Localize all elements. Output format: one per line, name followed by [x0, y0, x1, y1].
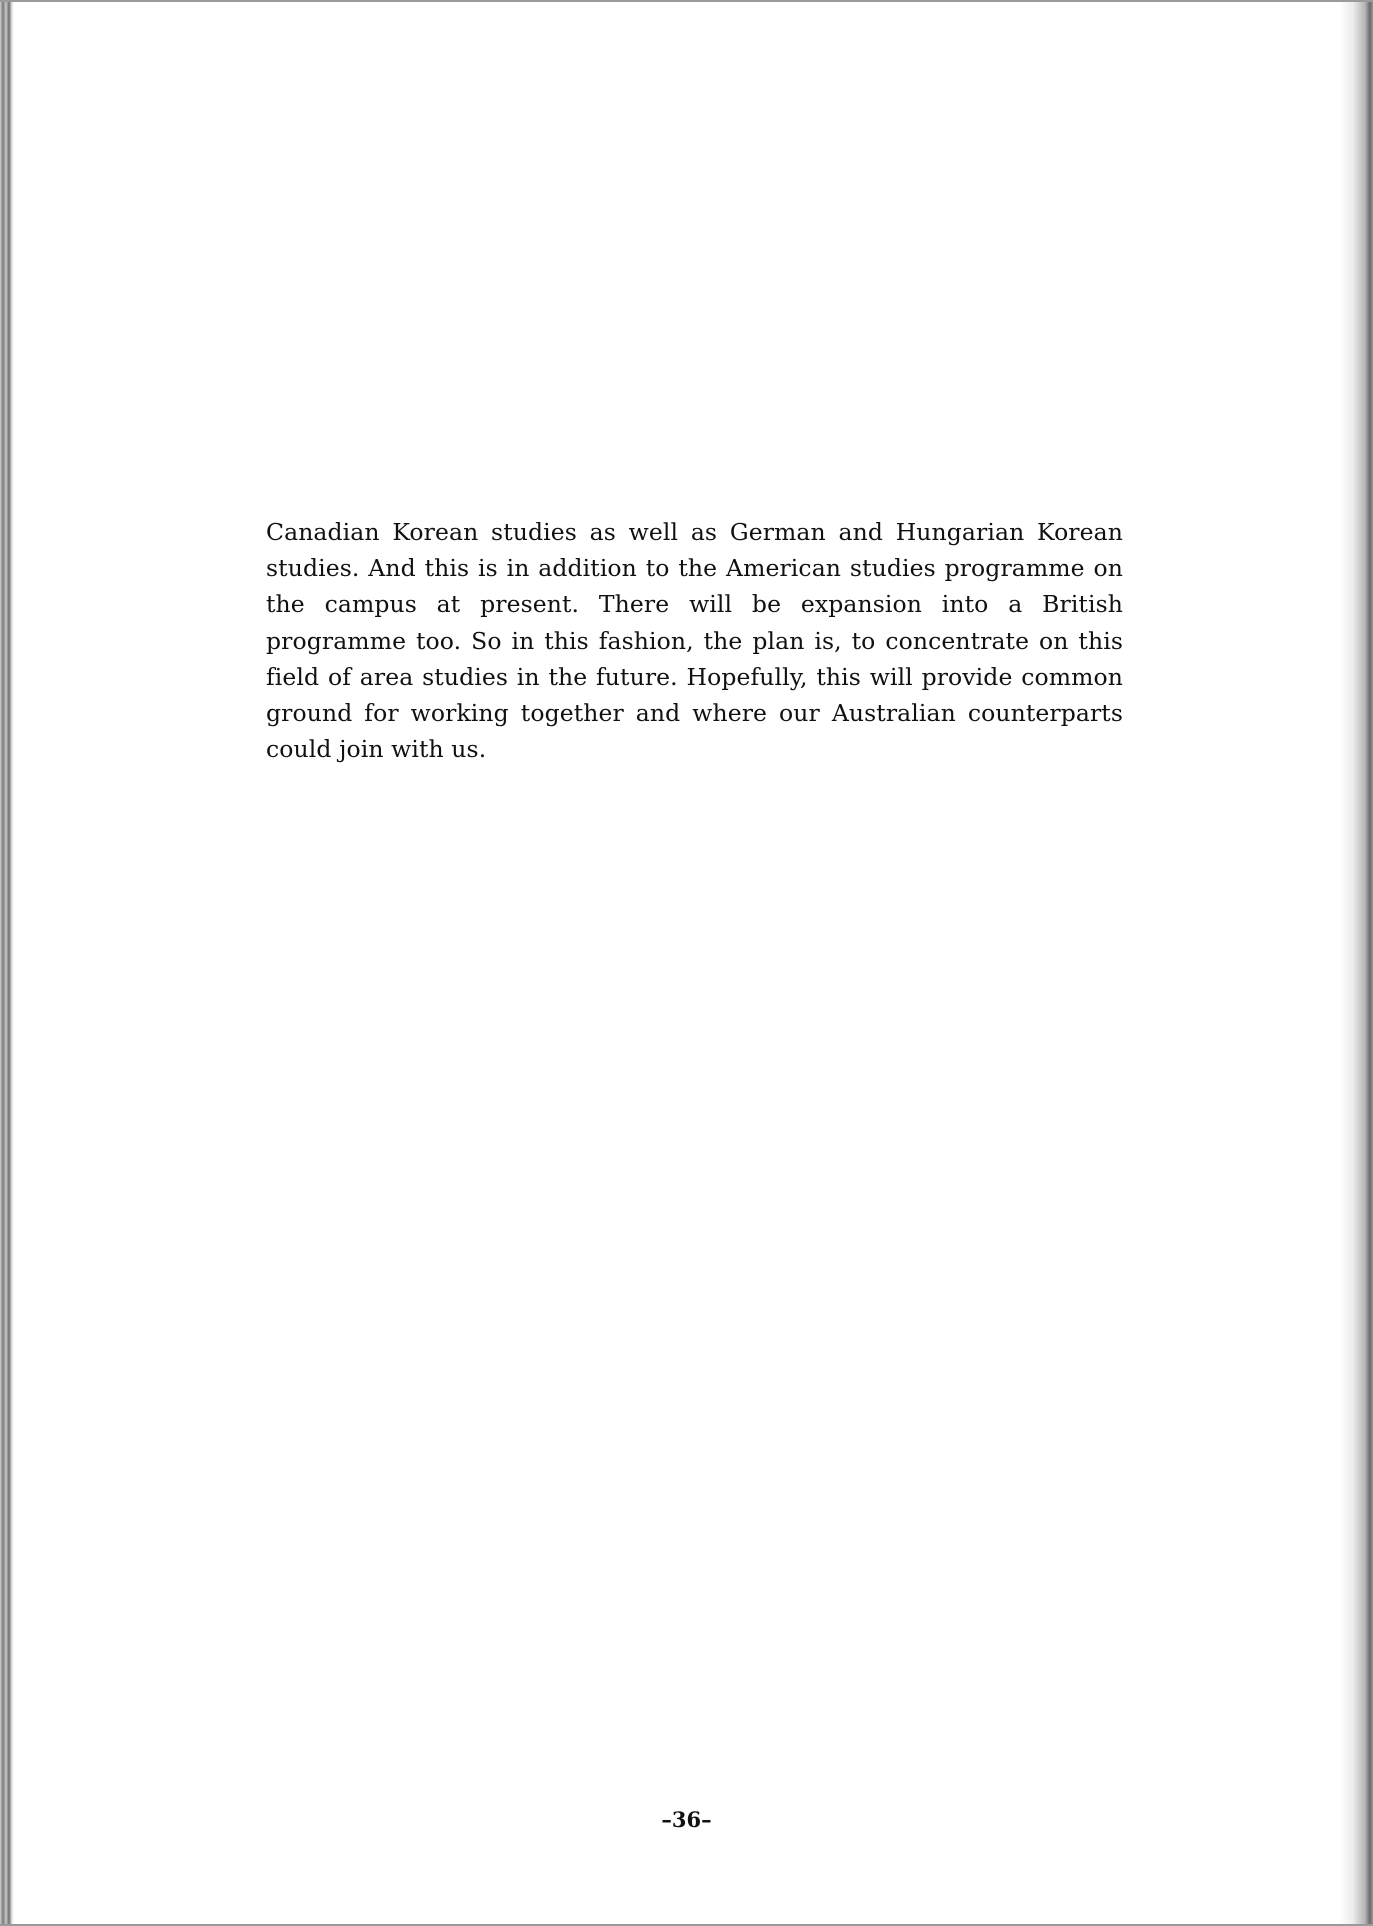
body-paragraph: Canadian Korean studies as well as German and Hungarian Korean studies. And this is in addition to the American studies programme on the campus at present. There will be expansion into a British programme too. So in this fashion, the plan is, to concentrate on this field of area studies in the future. Hopefully, this will provide common ground for working together and where our Australian counterparts could join with us.	[266, 518, 1123, 764]
page-right-edge-shadow	[1339, 2, 1373, 1924]
page-binding-edge	[0, 2, 14, 1924]
page-number: –36–	[661, 1807, 712, 1832]
